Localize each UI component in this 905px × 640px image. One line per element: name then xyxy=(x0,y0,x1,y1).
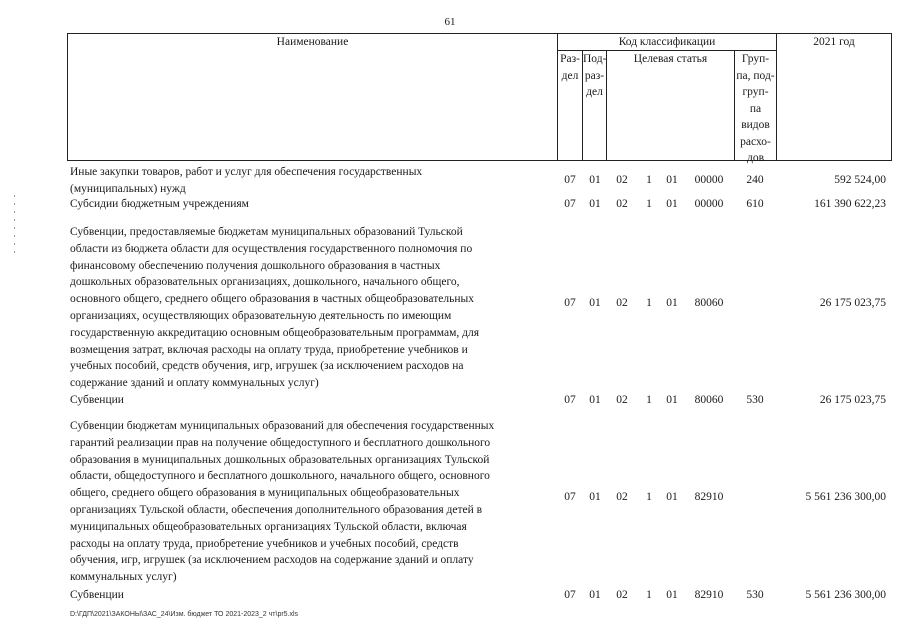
code-podrazdel: 01 xyxy=(589,589,601,601)
code-target-1: 02 xyxy=(616,491,628,503)
code-target-2: 1 xyxy=(646,394,652,406)
code-group: 610 xyxy=(746,198,764,210)
code-podrazdel: 01 xyxy=(589,198,601,210)
code-podrazdel: 01 xyxy=(589,491,601,503)
row-amount: 5 561 236 300,00 xyxy=(805,589,886,601)
code-target-1: 02 xyxy=(616,198,628,210)
code-target-3: 01 xyxy=(666,589,678,601)
row-description: Субвенции xyxy=(70,394,124,406)
code-target-1: 02 xyxy=(616,297,628,309)
code-target-1: 02 xyxy=(616,394,628,406)
code-target-4: 82910 xyxy=(694,491,724,503)
header-group: Груп- па, под- груп- па видов расхо- дов xyxy=(736,53,775,164)
header-name: Наименование xyxy=(276,36,349,48)
page-number: 61 xyxy=(444,16,456,28)
code-target-3: 01 xyxy=(666,394,678,406)
code-target-4: 80060 xyxy=(694,394,724,406)
code-target-2: 1 xyxy=(646,198,652,210)
code-razdel: 07 xyxy=(564,297,576,309)
code-target-1: 02 xyxy=(616,174,628,186)
code-target-2: 1 xyxy=(646,589,652,601)
code-group: 240 xyxy=(746,174,764,186)
code-podrazdel: 01 xyxy=(589,174,601,186)
header-year: 2021 год xyxy=(813,36,855,48)
code-razdel: 07 xyxy=(564,491,576,503)
row-description: Иные закупки товаров, работ и услуг для обеспечения государственных (муниципальных) нужд xyxy=(70,166,423,195)
code-target-2: 1 xyxy=(646,174,652,186)
margin-marks xyxy=(14,195,16,275)
header-podrazdel: Под- раз- дел xyxy=(583,53,607,98)
code-razdel: 07 xyxy=(564,589,576,601)
code-razdel: 07 xyxy=(564,394,576,406)
row-description: Субвенции бюджетам муниципальных образований для обеспечения государственных гарантий реализации прав на получение общедоступного и бесплатного дошкольного образования в муниципальных дошкольных образовательных организациях Тульской области, общедоступного и бесплатного дошкольного, начального общего, основного общего, среднего общего образования в муниципальных общеобразовательных организациях Тульской области, обеспечения дополнительного образования детей в муниципальных общеобразовательных организациях Тульской области, включая расходы на оплату труда, приобретение учебников и учебных пособий, средств обучения, игр, игрушек (за исключением расходов на содержание зданий и оплату коммунальных услуг) xyxy=(70,420,495,584)
code-podrazdel: 01 xyxy=(589,394,601,406)
row-amount: 592 524,00 xyxy=(834,174,886,186)
code-podrazdel: 01 xyxy=(589,297,601,309)
row-description: Субвенции xyxy=(70,589,124,601)
code-target-2: 1 xyxy=(646,491,652,503)
code-target-4: 00000 xyxy=(694,174,724,186)
header-razdel: Раз- дел xyxy=(560,53,580,82)
row-amount: 26 175 023,75 xyxy=(819,394,886,406)
file-path-footer: D:\ГДП\2021\ЗАКОНЫ\ЗАС_24\Изм. бюджет ТО 2021-2023_2 чт\pr5.xls xyxy=(70,611,299,618)
header-target: Целевая статья xyxy=(633,53,708,65)
code-target-1: 02 xyxy=(616,589,628,601)
row-amount: 26 175 023,75 xyxy=(819,297,886,309)
code-target-3: 01 xyxy=(666,491,678,503)
code-group: 530 xyxy=(746,589,764,601)
row-description: Субвенции, предоставляемые бюджетам муниципальных образований Тульской области из бюджета области для осуществления государственного полномочия по финансовому обеспечению получения дошкольного образования в частных дошкольных образовательных организациях, дошкольного, начального общего, основного общего, среднего общего образования в частных общеобразовательных организациях, осуществляющих образовательную деятельность по имеющим государственную аккредитацию основным общеобразовательным программам, для возмещения затрат, включая расходы на оплату труда, приобретение учебников и учебных пособий, средств обучения, игр, игрушек (за исключением расходов на содержание зданий и оплату коммунальных услуг) xyxy=(70,226,479,390)
row-description: Субсидии бюджетным учреждениям xyxy=(70,198,249,210)
code-target-3: 01 xyxy=(666,297,678,309)
row-amount: 161 390 622,23 xyxy=(814,198,886,210)
code-target-3: 01 xyxy=(666,174,678,186)
code-target-4: 82910 xyxy=(694,589,724,601)
code-target-3: 01 xyxy=(666,198,678,210)
code-target-2: 1 xyxy=(646,297,652,309)
code-target-4: 80060 xyxy=(694,297,724,309)
row-amount: 5 561 236 300,00 xyxy=(805,491,886,503)
code-razdel: 07 xyxy=(564,174,576,186)
header-classification: Код классификации xyxy=(618,36,716,48)
code-razdel: 07 xyxy=(564,198,576,210)
code-group: 530 xyxy=(746,394,764,406)
code-target-4: 00000 xyxy=(694,198,724,210)
